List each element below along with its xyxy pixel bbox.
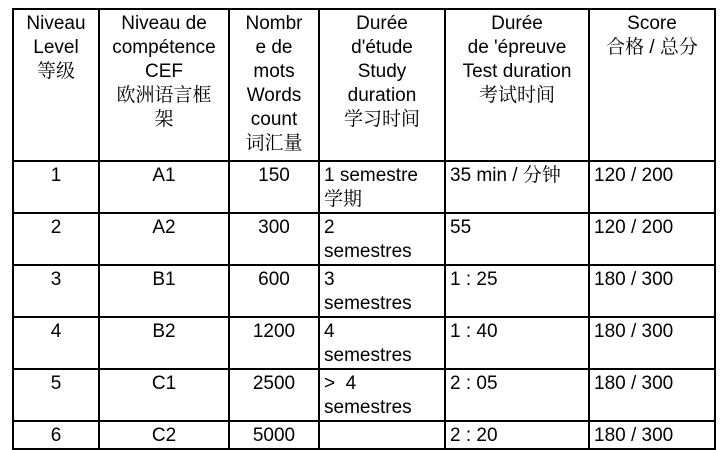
cell-score: 180 / 300 <box>589 317 715 369</box>
cell-level: 2 <box>13 213 99 265</box>
header-score: Score 合格 / 总分 <box>589 9 715 161</box>
cell-score: 120 / 200 <box>589 213 715 265</box>
header-words: Nombr e de mots Words count 词汇量 <box>229 9 319 161</box>
cell-cef: A1 <box>99 161 229 213</box>
cell-cef: C1 <box>99 369 229 421</box>
cell-study-duration: 4 semestres <box>319 317 445 369</box>
table-row <box>13 265 715 317</box>
cell-level: 1 <box>13 161 99 213</box>
cell-study-duration: 2 semestres <box>319 213 445 265</box>
header-level: Niveau Level 等级 <box>13 9 99 161</box>
table-row <box>13 369 715 421</box>
cell-cef: C2 <box>99 421 229 449</box>
cell-level: 6 <box>13 421 99 449</box>
cell-test-duration: 55 <box>445 213 589 265</box>
header-study-duration: Durée d'étude Study duration 学习时间 <box>319 9 445 161</box>
cell-test-duration: 1 : 25 <box>445 265 589 317</box>
header-row <box>13 9 715 161</box>
cell-level: 3 <box>13 265 99 317</box>
cell-level: 5 <box>13 369 99 421</box>
cell-test-duration: 2 : 20 <box>445 421 589 449</box>
cell-score: 180 / 300 <box>589 265 715 317</box>
cell-words: 5000 <box>229 421 319 449</box>
table-row <box>13 421 715 449</box>
cell-level: 4 <box>13 317 99 369</box>
table-row <box>13 161 715 213</box>
cell-study-duration: 3 semestres <box>319 265 445 317</box>
table-row <box>13 317 715 369</box>
cell-cef: A2 <box>99 213 229 265</box>
cell-study-duration: > 4 semestres <box>319 369 445 421</box>
cell-words: 1200 <box>229 317 319 369</box>
cell-score: 180 / 300 <box>589 369 715 421</box>
header-test-duration: Durée de 'épreuve Test duration 考试时间 <box>445 9 589 161</box>
cell-cef: B2 <box>99 317 229 369</box>
cell-words: 150 <box>229 161 319 213</box>
header-cef: Niveau de compétence CEF 欧洲语言框 架 <box>99 9 229 161</box>
cell-study-duration <box>319 421 445 449</box>
cell-score: 120 / 200 <box>589 161 715 213</box>
cell-score: 180 / 300 <box>589 421 715 449</box>
cell-test-duration: 1 : 40 <box>445 317 589 369</box>
table-row <box>13 213 715 265</box>
cell-words: 600 <box>229 265 319 317</box>
level-table <box>12 8 716 450</box>
cell-test-duration: 35 min / 分钟 <box>445 161 589 213</box>
cell-words: 2500 <box>229 369 319 421</box>
cell-cef: B1 <box>99 265 229 317</box>
cell-words: 300 <box>229 213 319 265</box>
cell-study-duration: 1 semestre 学期 <box>319 161 445 213</box>
cell-test-duration: 2 : 05 <box>445 369 589 421</box>
